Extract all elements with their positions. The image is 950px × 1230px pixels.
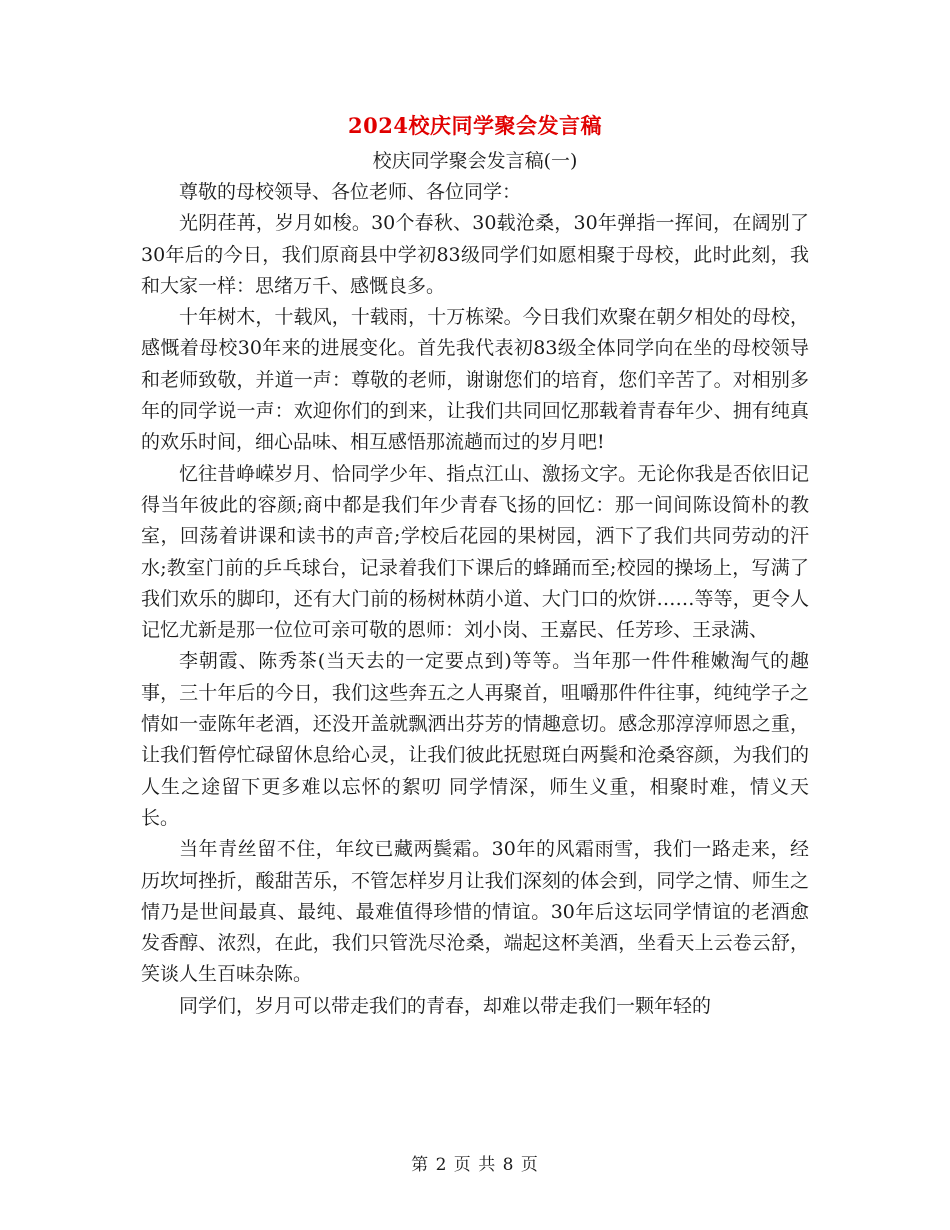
body-paragraph: 光阴荏苒，岁月如梭。30个春秋、30载沧桑，30年弹指一挥间，在阔别了30年后的今日，我们原商县中学初83级同学们如愿相聚于母校，此时此刻，我和大家一样：思绪万千、感慨良多。: [141, 212, 809, 297]
salutation-paragraph: 尊敬的母校领导、各位老师、各位同学：: [179, 181, 522, 203]
body-paragraph: 十年树木，十载风，十载雨，十万栋梁。今日我们欢聚在朝夕相处的母校，感慨着母校30年来的进展变化。首先我代表初83级全体同学向在坐的母校领导和老师致敬，并道一声：尊敬的老师，谢谢您们的培育，您们辛苦了。对相别多年的同学说一声：欢迎你们的到来，让我们共同回忆那载着青春年少、拥有纯真的欢乐时间，细心品味、相互感悟那流趟而过的岁月吧!: [141, 306, 809, 454]
body-paragraph: 李朝霞、陈秀茶(当天去的一定要点到)等等。当年那一件件稚嫩淘气的趣事，三十年后的今日，我们这些奔五之人再聚首，咀嚼那件件往事，纯纯学子之情如一壶陈年老酒，还没开盖就飘洒出芬芳的情趣意切。感念那淳淳师恩之重，让我们暂停忙碌留休息给心灵，让我们彼此抚慰斑白两鬓和沧桑容颜，为我们的人生之途留下更多难以忘怀的絮叨 同学情深，师生义重，相聚时难，情义天长。: [141, 650, 809, 829]
document-body: [141, 177, 809, 1022]
document-subtitle: 校庆同学聚会发言稿(一): [372, 150, 578, 172]
document-title: 2024校庆同学聚会发言稿: [348, 113, 602, 138]
body-paragraph: 忆往昔峥嵘岁月、恰同学少年、指点江山、激扬文字。无论你我是否依旧记得当年彼此的容颜;商中都是我们年少青春飞扬的回忆：那一间间陈设简朴的教室，回荡着讲课和读书的声音;学校后花园的果树园，洒下了我们共同劳动的汗水;教室门前的乒乓球台，记录着我们下课后的蜂踊而至;校园的操场上，写满了我们欢乐的脚印，还有大门前的杨树林荫小道、大门口的炊饼……等等，更令人记忆尤新是那一位位可亲可敬的恩师：刘小岗、王嘉民、任芳珍、王录满、: [141, 462, 809, 642]
body-paragraph: 同学们，岁月可以带走我们的青春，却难以带走我们一颗年轻的: [179, 994, 712, 1017]
body-paragraph: 当年青丝留不住，年纹已藏两鬓霜。30年的风霜雨雪，我们一路走来，经历坎坷挫折，酸甜苦乐，不管怎样岁月让我们深刻的体会到，同学之情、师生之情乃是世间最真、最纯、最难值得珍惜的情谊。30年后这坛同学情谊的老酒愈发香醇、浓烈，在此，我们只管洗尽沧桑，端起这杯美酒，坐看天上云卷云舒，笑谈人生百味杂陈。: [141, 838, 809, 986]
page-number-footer: 第 2 页 共 8 页: [411, 1155, 539, 1175]
